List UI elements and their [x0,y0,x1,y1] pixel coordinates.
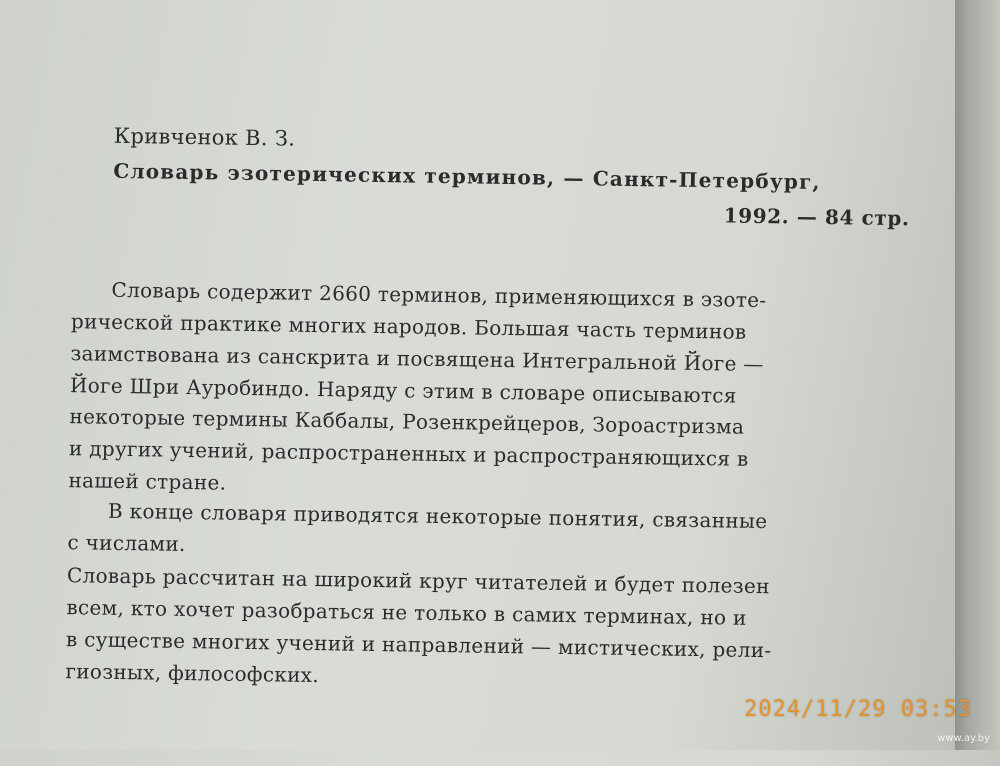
paragraph-3-line: гиозных, философских. [65,659,320,688]
imprint-line: 1992. — 84 стр. [723,203,910,231]
paragraph-3-line: Словарь рассчитан на широкий круг читателей и будет полезен [66,563,770,599]
site-watermark: www.ay.by [937,733,990,744]
paragraph-3-line: всем, кто хочет разобраться не только в самих терминах, но и [66,595,747,630]
title-line: Словарь эзотерических терминов, — Санкт-Петербург, [113,158,821,194]
photo-timestamp: 2024/11/29 03:53 [744,697,972,722]
author-line: Кривченок В. З. [113,123,296,151]
paragraph-1-line: рической практике многих народов. Большая часть терминов [70,309,747,344]
paragraph-1-line: и других учений, распространенных и распространяющихся в [68,436,749,471]
paragraph-1-line: заимствована из санскрита и посвящена Интегральной Йоге — [70,341,764,377]
paragraph-2-line: В конце словаря приводятся некоторые понятия, связанные [107,498,768,534]
paragraph-1-line: некоторые термины Каббалы, Розенкрейцеров, Зороастризма [69,404,745,439]
paragraph-1-line: Йоге Шри Ауробиндо. Наряду с этим в словаре описываются [69,373,737,408]
paragraph-2-line: с числами. [67,530,186,556]
paragraph-3-line: в существе многих учений и направлений — мистических, рели- [65,627,772,663]
paragraph-1-line: Словарь содержит 2660 терминов, применяющихся в эзоте- [111,277,767,313]
paragraph-1-line: нашей стране. [68,468,227,495]
